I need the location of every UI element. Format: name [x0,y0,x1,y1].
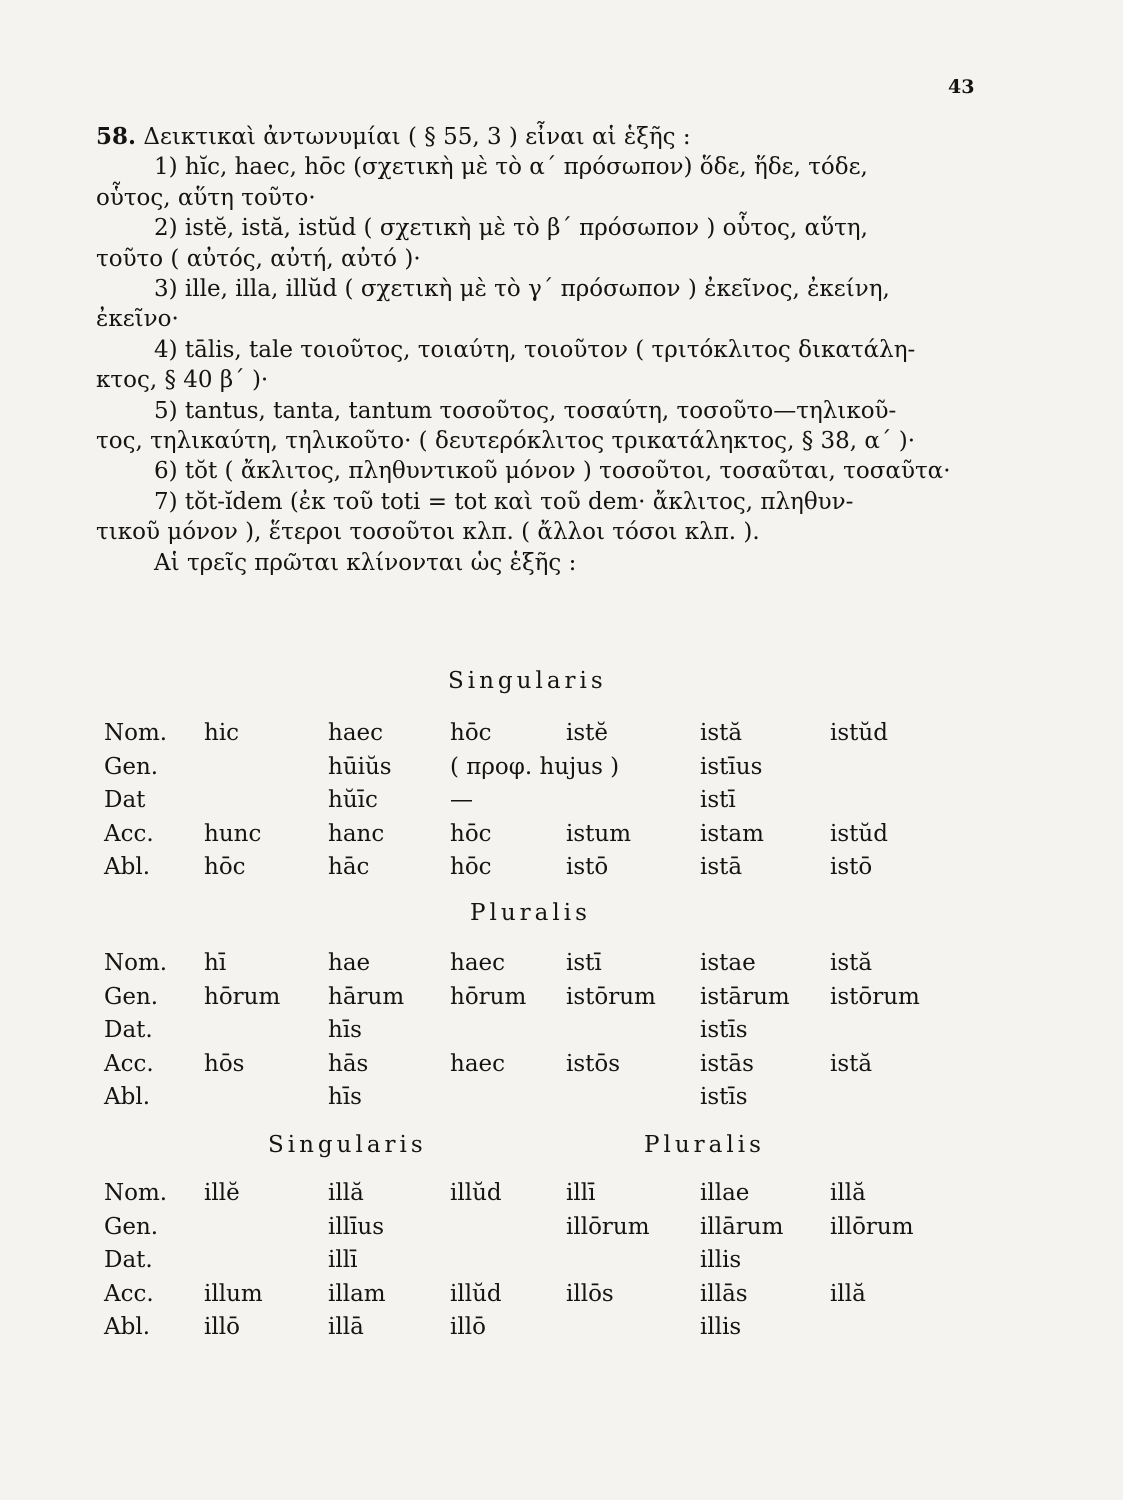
case-label: Gen. [104,1213,159,1240]
form-cell: illă [328,1180,364,1206]
case-label: Dat [104,787,146,813]
text-line: κτος, § 40 β΄ )· [96,367,269,394]
form-cell: istum [566,820,632,847]
form-cell: illōrum [830,1213,914,1240]
form-cell: istae [700,950,756,976]
form-cell: istīs [700,1084,748,1110]
form-cell: istă [830,950,873,976]
text-line: 7) tŏt-ĭdem (ἐκ τοῦ toti = tot καὶ τοῦ dem· ἄκλιτος, πληθυν- [154,488,854,515]
plural-heading: Pluralis [470,900,591,926]
case-label: Acc. [104,820,154,847]
text-line: 2) istĕ, istă, istŭd ( σχετικὴ μὲ τὸ β΄ πρόσωπον ) οὗτος, αὕτη, [154,215,868,242]
text-line: Αἱ τρεῖς πρῶται κλίνονται ὡς ἑξῆς : [154,549,577,576]
case-label: Nom. [104,1180,168,1206]
form-cell: istīs [700,1017,748,1043]
form-cell: illōrum [566,1213,650,1240]
form-cell: istŭd [830,820,888,847]
form-cell: hunc [204,820,262,847]
form-cell: istōs [566,1050,621,1077]
form-cell: illōs [566,1280,614,1307]
form-cell: illae [700,1180,750,1206]
form-cell: hās [328,1050,369,1077]
case-label: Nom. [104,720,168,746]
form-cell: istās [700,1050,754,1077]
case-label: Abl. [104,1084,150,1110]
form-cell: hāc [328,854,370,880]
section-number: 58. [96,123,137,150]
form-cell: istŭd [830,720,888,746]
form-cell: illā [328,1314,364,1340]
case-label: Gen. [104,753,159,780]
form-cell: istam [700,820,764,847]
text-line: 4) tālis, tale τοιοῦτος, τοιαύτη, τοιοῦτον ( τριτόκλιτος δικατάλη- [154,336,916,363]
text-line: 1) hĭc, haec, hōc (σχετικὴ μὲ τὸ α΄ πρόσωπον) ὅδε, ἥδε, τόδε, [154,154,868,181]
page-number: 43 [948,76,975,98]
text-line: τος, τηλικαύτη, τηλικοῦτο· ( δευτερόκλιτος τρικατάληκτος, § 38, α΄ )· [96,428,916,455]
form-cell: illă [830,1180,866,1206]
form-cell: hūiŭs [328,753,392,780]
form-cell: illās [700,1280,748,1307]
plural-heading: Pluralis [644,1132,765,1158]
form-cell: hī [204,950,227,976]
form-cell: istārum [700,983,790,1010]
section-text [96,122,986,578]
form-cell: hīs [328,1084,362,1110]
form-cell: istōrum [566,983,656,1010]
form-cell: hōrum [450,983,527,1010]
form-cell: haec [328,720,384,746]
form-cell: illam [328,1280,386,1307]
form-cell: hīs [328,1017,362,1043]
form-cell: illum [204,1280,263,1307]
form-cell: hōrum [204,983,281,1010]
form-cell: istā [700,854,743,880]
form-cell: istă [700,720,743,746]
text-line: τοῦτο ( αὐτός, αὐτή, αὐτό )· [96,245,421,272]
case-label: Acc. [104,1050,154,1077]
form-cell: illĕ [204,1180,240,1206]
form-cell: istōrum [830,983,920,1010]
form-cell: illis [700,1314,742,1340]
form-cell: istī [700,787,736,813]
form-cell: illŭd [450,1280,502,1307]
form-cell: istō [830,854,873,880]
case-label: Gen. [104,983,159,1010]
form-cell: illī [328,1247,358,1273]
form-cell: hanc [328,820,385,847]
form-cell: haec [450,950,506,976]
form-cell: illō [450,1314,486,1340]
form-cell: hae [328,950,371,976]
form-cell: istō [566,854,609,880]
form-cell: istĕ [566,720,609,746]
form-cell: hōs [204,1050,245,1077]
text-line: 6) tŏt ( ἄκλιτος, πληθυντικοῦ μόνον ) τοσοῦτοι, τοσαῦται, τοσαῦτα· [154,458,951,485]
form-cell: hŭīc [328,787,378,813]
section-heading: Δεικτικαὶ ἀντωνυμίαι ( § 55, 3 ) εἶναι αἱ ἑξῆς : [143,124,691,150]
form-cell: ( προφ. hujus ) [450,753,620,780]
form-cell: illŭd [450,1180,502,1206]
form-cell: hōc [450,820,492,847]
form-cell: illō [204,1314,240,1340]
case-label: Dat. [104,1017,153,1043]
text-line: 3) ille, illa, illŭd ( σχετικὴ μὲ τὸ γ΄ πρόσωπον ) ἐκεῖνος, ἐκείνη, [154,276,890,303]
case-label: Abl. [104,1314,150,1340]
form-cell: illārum [700,1213,784,1240]
form-cell: illis [700,1247,742,1273]
form-cell: hic [204,720,240,746]
singular-heading: Singularis [448,668,607,694]
form-cell: hōc [450,854,492,880]
text-line: 5) tantus, tanta, tantum τοσοῦτος, τοσαύτη, τοσοῦτο—τηλικοῦ- [154,397,897,424]
form-cell: illī [566,1180,596,1206]
form-cell: illă [830,1280,866,1307]
form-cell: hārum [328,983,405,1010]
form-cell: — [450,787,473,813]
case-label: Dat. [104,1247,153,1273]
text-line: ἐκεῖνο· [96,306,179,333]
form-cell: hōc [204,854,246,880]
form-cell: illīus [328,1213,385,1240]
form-cell: hōc [450,720,492,746]
form-cell: istīus [700,753,763,780]
form-cell: haec [450,1050,506,1077]
case-label: Acc. [104,1280,154,1307]
case-label: Nom. [104,950,168,976]
singular-heading: Singularis [268,1132,427,1158]
text-line: οὗτος, αὕτη τοῦτο· [96,184,316,211]
text-line: τικοῦ μόνον ), ἕτεροι τοσοῦτοι κλπ. ( ἄλλοι τόσοι κλπ. ). [96,519,760,546]
form-cell: istă [830,1050,873,1077]
section-heading-line [96,122,986,152]
form-cell: istī [566,950,602,976]
case-label: Abl. [104,854,150,880]
